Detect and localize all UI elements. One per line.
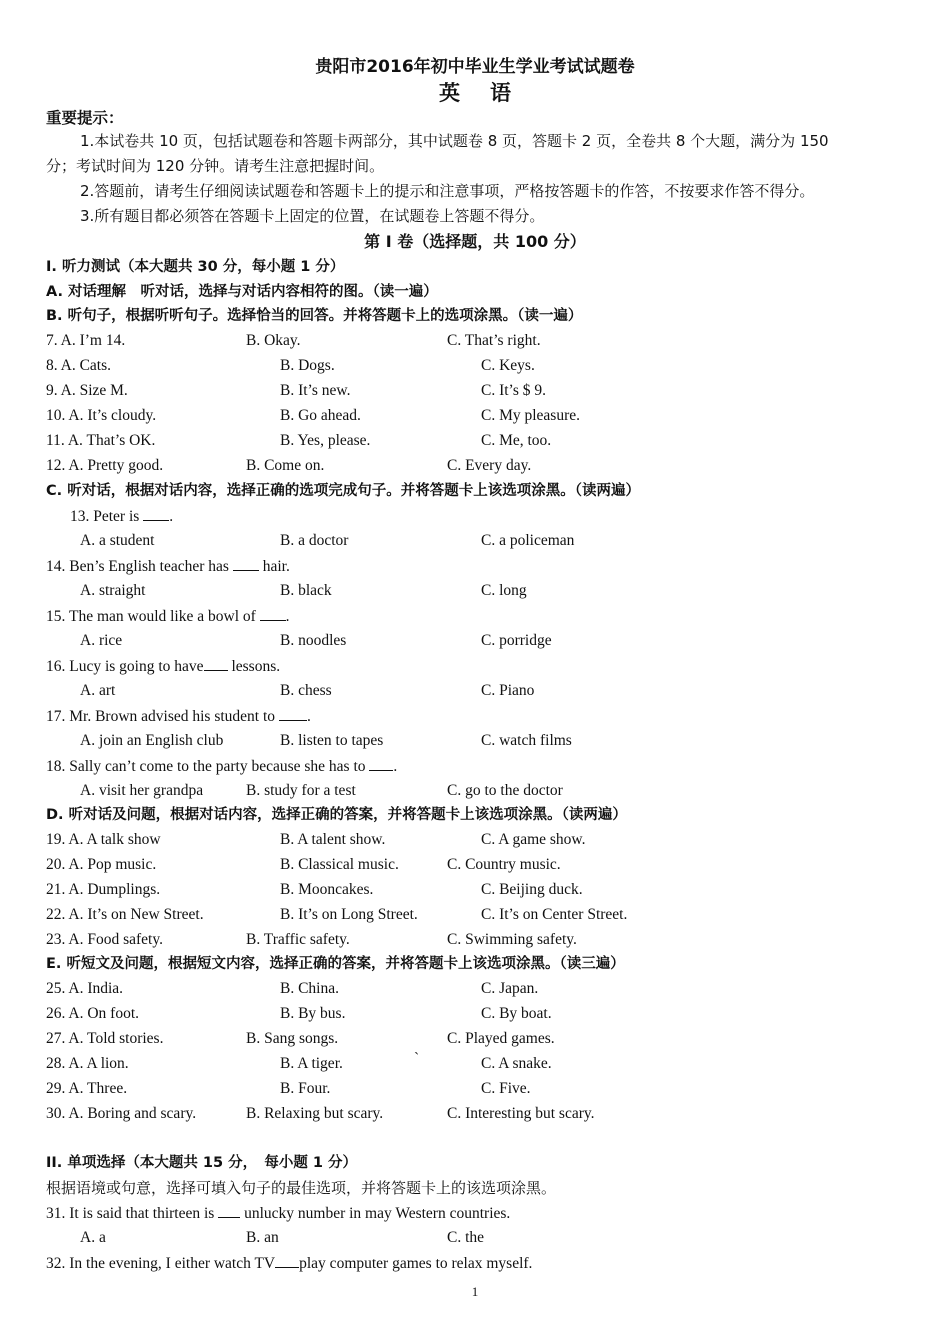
notice-item-3: 3.所有题目都必须答在答题卡上固定的位置，在试题卷上答题不得分。 (80, 207, 545, 225)
option-a: 9. A. Size M. (46, 382, 128, 399)
section-b-heading: B. 听句子，根据听听句子。选择恰当的回答。并将答题卡上的选项涂黑。（读一遍） (46, 308, 583, 324)
subject-char-1: 英 (439, 81, 490, 105)
stem-text: 16. Lucy is going to have (46, 658, 204, 675)
option-b: B. Go ahead. (280, 407, 361, 424)
option-b: B. study for a test (246, 782, 356, 799)
option-b: B. Traffic safety. (246, 931, 350, 948)
option-b: B. Yes, please. (280, 432, 371, 449)
option-a: 7. A. I’m 14. (46, 332, 126, 349)
stem-text-end: play computer games to relax myself. (299, 1255, 533, 1272)
stem-text-end: lessons. (227, 658, 281, 675)
option-b: B. Classical music. (280, 856, 399, 873)
option-c: C. go to the doctor (447, 782, 563, 799)
option-c: C. By boat. (481, 1005, 552, 1022)
page-number: 1 (471, 1284, 479, 1299)
option-c: C. Me, too. (481, 432, 552, 449)
section-c-heading: C. 听对话，根据对话内容，选择正确的选项完成句子。并将答题卡上该选项涂黑。（读两遍） (46, 483, 640, 499)
option-b: B. listen to tapes (280, 732, 384, 749)
exam-title: 贵阳市2016年初中毕业生学业考试试题卷 (315, 57, 635, 77)
question-32-stem (46, 1253, 532, 1274)
option-a: A. join an English club (80, 732, 224, 749)
option-c: C. Every day. (447, 457, 532, 474)
option-a: A. rice (80, 632, 123, 649)
section-a-heading: A. 对话理解 听对话，选择与对话内容相符的图。（读一遍） (46, 284, 438, 300)
option-c: C. A snake. (481, 1055, 552, 1072)
option-c: C. Five. (481, 1080, 531, 1097)
option-b: B. Okay. (246, 332, 301, 349)
answer-blank (369, 756, 393, 771)
option-a: 30. A. Boring and scary. (46, 1105, 197, 1122)
answer-blank (143, 506, 169, 521)
option-c: C. Swimming safety. (447, 931, 577, 948)
question-18-stem (46, 756, 397, 777)
option-b: B. A talent show. (280, 831, 386, 848)
option-b: B. Relaxing but scary. (246, 1105, 384, 1122)
section-e-heading: E. 听短文及问题，根据短文内容，选择正确的答案，并将答题卡上该选项涂黑。（读三遍） (46, 956, 625, 972)
option-c: C. porridge (481, 632, 552, 649)
notice-item-1-cont: 分；考试时间为 120 分钟。请考生注意把握时间。 (46, 157, 385, 175)
part-1-title: Ⅰ. 听力测试（本大题共 30 分，每小题 1 分） (46, 259, 345, 275)
option-a: A. straight (80, 582, 146, 599)
stem-text: 14. Ben’s English teacher has (46, 558, 233, 575)
stem-text-end: . (393, 758, 398, 775)
option-a: 10. A. It’s cloudy. (46, 407, 157, 424)
stray-mark: ` (414, 1050, 420, 1067)
question-14-stem (46, 556, 290, 577)
section-d-heading: D. 听对话及问题，根据对话内容，选择正确的答案，并将答题卡上该选项涂黑。（读两遍） (46, 807, 627, 823)
option-b: B. Mooncakes. (280, 881, 374, 898)
option-b: B. Four. (280, 1080, 331, 1097)
option-b: B. By bus. (280, 1005, 346, 1022)
option-c: C. It’s $ 9. (481, 382, 547, 399)
option-c: C. A game show. (481, 831, 586, 848)
question-17-stem (46, 706, 311, 727)
option-c: C. Japan. (481, 980, 539, 997)
answer-blank (260, 606, 286, 621)
option-a: A. a student (80, 532, 155, 549)
option-b: B. It’s new. (280, 382, 351, 399)
stem-text: 18. Sally can’t come to the party because she has to (46, 758, 370, 775)
answer-blank (279, 706, 307, 721)
option-a: 19. A. A talk show (46, 831, 161, 848)
answer-blank (218, 1203, 240, 1218)
option-a: 12. A. Pretty good. (46, 457, 164, 474)
option-c: C. That’s right. (447, 332, 541, 349)
answer-blank (233, 556, 259, 571)
option-a: A. visit her grandpa (80, 782, 204, 799)
option-c: C. Played games. (447, 1030, 555, 1047)
option-b: B. Sang songs. (246, 1030, 339, 1047)
stem-text-end: . (285, 608, 290, 625)
subject-char-2: 语 (490, 81, 511, 105)
option-b: B. chess (280, 682, 332, 699)
stem-text-end: hair. (258, 558, 290, 575)
stem-text-end: unlucky number in may Western countries. (240, 1205, 511, 1222)
stem-text: 15. The man would like a bowl of (46, 608, 260, 625)
stem-text: 13. Peter is (70, 508, 144, 525)
option-c: C. Beijing duck. (481, 881, 583, 898)
option-c: C. long (481, 582, 527, 599)
stem-text: 17. Mr. Brown advised his student to (46, 708, 279, 725)
notice-item-1: 1.本试卷共 10 页，包括试题卷和答题卡两部分，其中试题卷 8 页，答题卡 2 页，全卷共 8 个大题，满分为 150 (80, 132, 829, 150)
option-a: 23. A. Food safety. (46, 931, 163, 948)
part-2-instruction: 根据语境或句意，选择可填入句子的最佳选项，并将答题卡上的该选项涂黑。 (46, 1179, 557, 1197)
option-a: 25. A. India. (46, 980, 124, 997)
option-a: A. a (80, 1229, 106, 1246)
part-2-title: II. 单项选择（本大题共 15 分， 每小题 1 分） (46, 1155, 358, 1171)
option-a: 27. A. Told stories. (46, 1030, 164, 1047)
volume-1-title: 第 I 卷（选择题，共 100 分） (364, 232, 586, 251)
option-c: C. the (447, 1229, 485, 1246)
option-b: B. black (280, 582, 332, 599)
option-b: B. an (246, 1229, 279, 1246)
question-15-stem (46, 606, 290, 627)
option-b: B. China. (280, 980, 339, 997)
question-31-stem (46, 1203, 510, 1224)
question-16-stem (46, 656, 280, 677)
option-c: C. It’s on Center Street. (481, 906, 628, 923)
option-c: C. watch films (481, 732, 572, 749)
answer-blank (275, 1253, 299, 1268)
answer-blank (204, 656, 228, 671)
option-b: B. A tiger. (280, 1055, 343, 1072)
option-a: 29. A. Three. (46, 1080, 128, 1097)
stem-text: 32. In the evening, I either watch TV (46, 1255, 276, 1272)
option-b: B. a doctor (280, 532, 349, 549)
option-a: 26. A. On foot. (46, 1005, 139, 1022)
option-b: B. Dogs. (280, 357, 335, 374)
option-b: B. It’s on Long Street. (280, 906, 418, 923)
notice-heading: 重要提示： (46, 109, 124, 127)
option-b: B. noodles (280, 632, 347, 649)
option-a: A. art (80, 682, 116, 699)
subject-title (0, 80, 950, 106)
option-c: C. Piano (481, 682, 535, 699)
option-c: C. a policeman (481, 532, 575, 549)
stem-text: 31. It is said that thirteen is (46, 1205, 219, 1222)
option-a: 8. A. Cats. (46, 357, 112, 374)
question-13-stem (70, 506, 173, 527)
option-c: C. Keys. (481, 357, 535, 374)
option-a: 28. A. A lion. (46, 1055, 129, 1072)
option-c: C. My pleasure. (481, 407, 581, 424)
option-a: 11. A. That’s OK. (46, 432, 156, 449)
option-b: B. Come on. (246, 457, 325, 474)
option-c: C. Interesting but scary. (447, 1105, 595, 1122)
stem-text-end: . (169, 508, 174, 525)
option-a: 21. A. Dumplings. (46, 881, 161, 898)
option-c: C. Country music. (447, 856, 561, 873)
option-a: 20. A. Pop music. (46, 856, 157, 873)
option-a: 22. A. It’s on New Street. (46, 906, 204, 923)
notice-item-2: 2.答题前，请考生仔细阅读试题卷和答题卡上的提示和注意事项，严格按答题卡的作答，不按要求作答不得分。 (80, 182, 815, 200)
stem-text-end: . (306, 708, 311, 725)
